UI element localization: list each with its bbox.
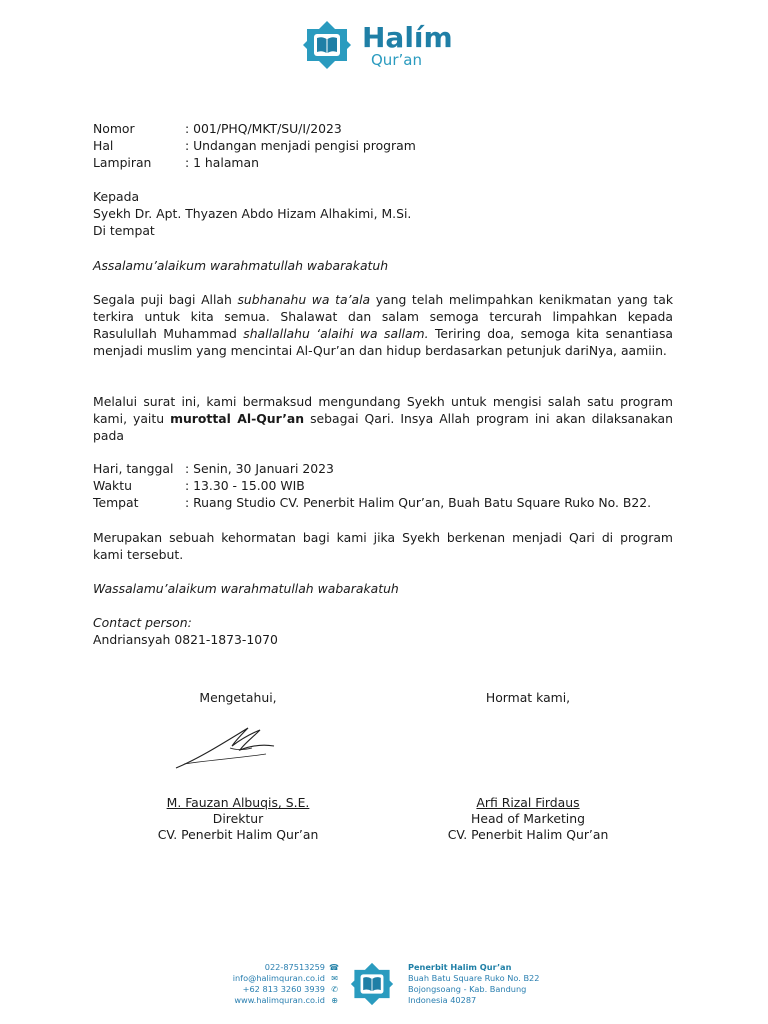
- whatsapp-icon: ✆: [331, 985, 338, 994]
- signer-name: Arfi Rizal Firdaus: [476, 795, 580, 810]
- paragraph-honor: Merupakan sebuah kehormatan bagi kami jika Syekh berkenan menjadi Qari di program kami tersebut.: [93, 530, 673, 562]
- schedule-value: : Senin, 30 Januari 2023: [185, 461, 334, 476]
- web-icon: ⊕: [331, 996, 338, 1005]
- text-span-bold: murottal Al-Qur’an: [170, 411, 305, 426]
- meta-value: : 1 halaman: [185, 155, 259, 170]
- footer-whatsapp: +62 813 3260 3939: [242, 984, 325, 994]
- recipient-line: Di tempat: [93, 223, 155, 238]
- logo-name: Halím: [362, 20, 453, 54]
- text-span: Teriring doa, semoga kita senantiasa menjadi muslim yang mencintai Al-Qur’an dan hidup berdasarkan petunjuk dariNya, aamiin.: [93, 326, 673, 358]
- footer-email: info@halimquran.co.id: [232, 973, 325, 983]
- footer-address-line: Buah Batu Square Ruko No. B22: [408, 973, 540, 983]
- recipient-line: Kepada: [93, 189, 140, 204]
- signature-block-right: [418, 795, 638, 843]
- schedule-label: Hari, tanggal: [93, 461, 174, 476]
- text-span: yang telah melimpahkan kenikmatan yang tak terkira untuk kita semua. Shalawat dan salam semoga tercurah limpahkan kepada Rasulullah Muhammad: [93, 292, 673, 341]
- schedule-label: Waktu: [93, 478, 132, 493]
- footer-contacts: [233, 962, 338, 1006]
- meta-label: Hal: [93, 138, 114, 153]
- signer-org: CV. Penerbit Halim Qur’an: [157, 827, 319, 842]
- signer-name: M. Fauzan Albuqis, S.E.: [166, 795, 310, 810]
- signature-scribble: [170, 720, 282, 772]
- company-logo: [302, 20, 453, 70]
- contact-block: [93, 614, 673, 648]
- footer-phone: 022-87513259: [264, 962, 325, 972]
- signature-heading-left: Mengetahui,: [199, 690, 277, 705]
- letter-footer: [0, 956, 768, 1016]
- text-span: sebagai Qari. Insya Allah program ini akan dilaksanakan pada: [93, 411, 673, 443]
- paragraph-invitation: [93, 393, 673, 444]
- footer-address-line: Indonesia 40287: [408, 995, 477, 1005]
- footer-address-line: Bojongsoang - Kab. Bandung: [408, 984, 527, 994]
- contact-label: Contact person:: [93, 615, 192, 630]
- text-span-italic: shallallahu ‘alaihi wa sallam.: [243, 326, 429, 341]
- footer-address: [408, 962, 539, 1006]
- email-icon: ✉: [331, 974, 338, 983]
- text-span: Segala puji bagi Allah: [93, 292, 238, 307]
- logo-subtitle: Qur’an: [371, 50, 422, 69]
- signer-title: Head of Marketing: [471, 811, 585, 826]
- signer-org: CV. Penerbit Halim Qur’an: [447, 827, 609, 842]
- signer-title: Direktur: [212, 811, 264, 826]
- footer-company: Penerbit Halim Qur’an: [408, 962, 512, 972]
- meta-value: : 001/PHQ/MKT/SU/I/2023: [185, 121, 342, 136]
- contact-value: Andriansyah 0821-1873-1070: [93, 632, 278, 647]
- schedule-value: : 13.30 - 15.00 WIB: [185, 478, 305, 493]
- text-span-italic: subhanahu wa ta’ala: [237, 292, 371, 307]
- recipient-block: [93, 188, 673, 239]
- book-logo-icon: [302, 20, 352, 70]
- meta-value: : Undangan menjadi pengisi program: [185, 138, 416, 153]
- signature-block-left: [128, 795, 348, 843]
- schedule-label: Tempat: [93, 495, 139, 510]
- signature-heading-right: Hormat kami,: [485, 690, 571, 705]
- footer-web: www.halimquran.co.id: [234, 995, 325, 1005]
- greeting: Assalamu’alaikum warahmatullah wabarakatuh: [93, 258, 389, 273]
- meta-label: Nomor: [93, 121, 135, 136]
- phone-icon: ☎: [329, 963, 339, 972]
- footer-logo-icon: [350, 962, 394, 1006]
- schedule-value: : Ruang Studio CV. Penerbit Halim Qur’an, Buah Batu Square Ruko No. B22.: [185, 495, 652, 510]
- recipient-name: Syekh Dr. Apt. Thyazen Abdo Hizam Alhakimi, M.Si.: [93, 206, 412, 221]
- meta-label: Lampiran: [93, 155, 152, 170]
- text-span: Melalui surat ini, kami bermaksud mengundang Syekh untuk mengisi salah satu program kami, yaitu: [93, 394, 673, 426]
- paragraph-opening: [93, 291, 673, 359]
- closing: Wassalamu’alaikum warahmatullah wabarakatuh: [93, 581, 399, 596]
